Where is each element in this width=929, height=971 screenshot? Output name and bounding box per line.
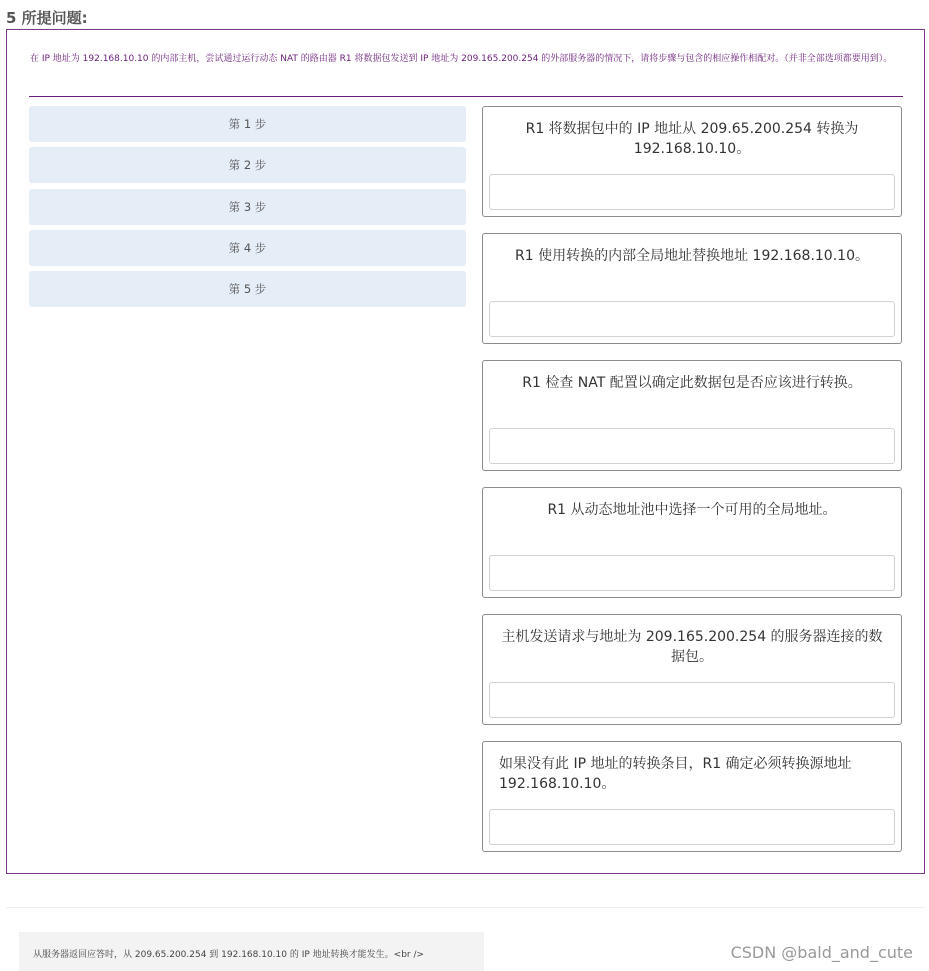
drop-zone[interactable]: [489, 174, 895, 210]
step-list: [29, 106, 466, 312]
step-item-5[interactable]: 第 5 步: [29, 271, 466, 307]
option-card: [482, 487, 902, 598]
drop-zone[interactable]: [489, 555, 895, 591]
feedback-box: 从服务器返回应答时，从 209.65.200.254 到 192.168.10.10 的 IP 地址转换才能发生。<br />: [19, 932, 484, 971]
step-item-3[interactable]: 第 3 步: [29, 189, 466, 225]
option-text: R1 使用转换的内部全局地址替换地址 192.168.10.10。: [515, 248, 869, 264]
option-card: [482, 614, 902, 725]
option-card: [482, 106, 902, 217]
option-card: [482, 233, 902, 344]
option-text: R1 将数据包中的 IP 地址从 209.65.200.254 转换为 192.168.10.10。: [525, 121, 859, 157]
option-text: 主机发送请求与地址为 209.165.200.254 的服务器连接的数据包。: [501, 629, 883, 665]
drop-zone[interactable]: [489, 809, 895, 845]
option-text: R1 从动态地址池中选择一个可用的全局地址。: [547, 502, 837, 518]
question-instruction: 在 IP 地址为 192.168.10.10 的内部主机，尝试通过运行动态 NAT 的路由器 R1 将数据包发送到 IP 地址为 209.165.200.254 的外部服务器的情况下，请将步骤与包含的相应操作相配对。（并非全部选项都要用到）。: [30, 54, 893, 64]
separator: [6, 907, 925, 908]
drop-zone[interactable]: [489, 682, 895, 718]
option-text: R1 检查 NAT 配置以确定此数据包是否应该进行转换。: [522, 375, 862, 391]
option-card: [482, 360, 902, 471]
watermark: CSDN @bald_and_cute: [730, 943, 913, 962]
question-panel: [6, 29, 925, 874]
option-text: 如果没有此 IP 地址的转换条目，R1 确定必须转换源地址 192.168.10.10。: [499, 756, 852, 792]
divider: [29, 96, 903, 97]
step-item-2[interactable]: 第 2 步: [29, 147, 466, 183]
drop-zone[interactable]: [489, 301, 895, 337]
step-item-1[interactable]: 第 1 步: [29, 106, 466, 142]
option-card: [482, 741, 902, 852]
question-title: 5 所提问题:: [6, 9, 88, 27]
option-list: [482, 106, 902, 868]
step-item-4[interactable]: 第 4 步: [29, 230, 466, 266]
drop-zone[interactable]: [489, 428, 895, 464]
